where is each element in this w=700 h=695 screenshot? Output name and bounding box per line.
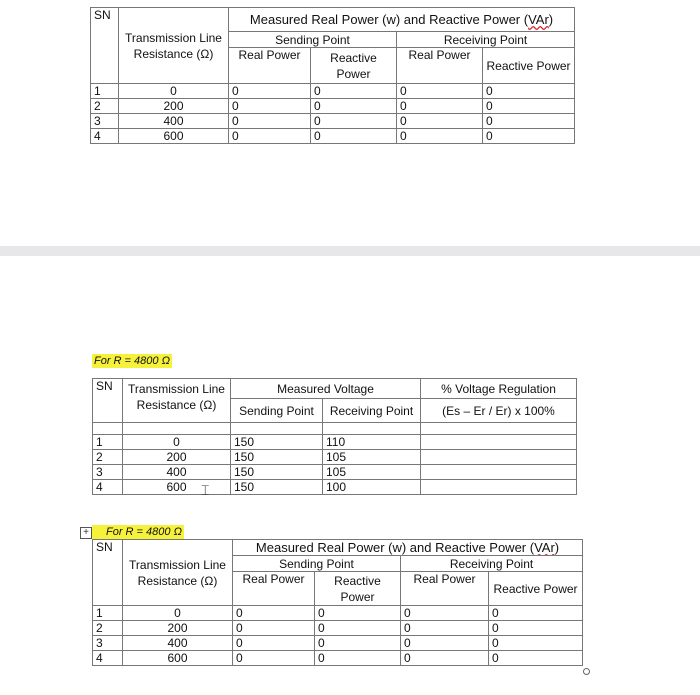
value-cell: 0 [229, 114, 311, 129]
value-cell: 0 [233, 651, 315, 666]
receiving-voltage-cell: 110 [323, 435, 421, 450]
table-row [93, 621, 583, 636]
receiving-real-header: Real Power [397, 48, 483, 84]
value-cell: 0 [233, 636, 315, 651]
value-cell: 0 [315, 636, 401, 651]
sn-header: SN [93, 379, 123, 423]
text-cursor-icon: ⌶ [201, 482, 210, 498]
sending-voltage-cell: 150 [231, 480, 323, 495]
value-cell: 0 [483, 129, 575, 144]
receiving-voltage-cell: 105 [323, 450, 421, 465]
value-cell: 0 [401, 636, 489, 651]
sn-cell: 4 [93, 651, 123, 666]
resistance-cell: 0 [123, 435, 231, 450]
value-cell: 0 [483, 114, 575, 129]
sn-cell: 1 [93, 435, 123, 450]
value-cell: 0 [311, 99, 397, 114]
regulation-cell[interactable] [421, 480, 577, 495]
sn-cell: 4 [91, 129, 119, 144]
resistance-cell: 0 [119, 84, 229, 99]
resistance-cell: 600 [119, 129, 229, 144]
value-cell: 0 [315, 606, 401, 621]
receiving-voltage-cell: 100 [323, 480, 421, 495]
value-cell: 0 [489, 621, 583, 636]
receiving-reactive-header: Reactive Power [483, 48, 575, 84]
table-row [93, 480, 577, 495]
measured-power-header: Measured Real Power (w) and Reactive Power (VAr) [229, 8, 575, 32]
receiving-reactive-header: Reactive Power [489, 572, 583, 606]
value-cell: 0 [489, 606, 583, 621]
resistance-cell: 400 [119, 114, 229, 129]
resistance-cell: 600 [123, 480, 231, 495]
sending-point-header: Sending Point [229, 32, 397, 48]
resistance-cell: 400 [123, 465, 231, 480]
resistance-header: Transmission Line Resistance (Ω) [123, 379, 231, 423]
table-row [93, 636, 583, 651]
resistance-label: For R = 4800 Ω [94, 355, 170, 367]
page-sheet-top [0, 0, 700, 246]
sn-cell: 3 [91, 114, 119, 129]
table-move-handle-icon[interactable]: + [80, 527, 92, 539]
value-cell: 0 [311, 114, 397, 129]
sending-voltage-cell: 150 [231, 435, 323, 450]
sending-reactive-header: Reactive Power [315, 572, 401, 606]
table-row [91, 84, 575, 99]
value-cell: 0 [489, 636, 583, 651]
sn-cell: 2 [93, 450, 123, 465]
sending-voltage-cell: 150 [231, 465, 323, 480]
sending-point-header: Sending Point [231, 399, 323, 423]
resistance-header: Transmission Line Resistance (Ω) [123, 540, 233, 606]
sn-cell: 3 [93, 636, 123, 651]
table-row [93, 651, 583, 666]
value-cell: 0 [397, 84, 483, 99]
resistance-header: Transmission Line Resistance (Ω) [119, 8, 229, 84]
value-cell: 0 [483, 84, 575, 99]
resistance-cell: 600 [123, 651, 233, 666]
value-cell: 0 [311, 129, 397, 144]
value-cell: 0 [489, 651, 583, 666]
resistance-cell: 0 [123, 606, 233, 621]
table-resize-handle[interactable] [583, 668, 590, 675]
receiving-voltage-cell: 105 [323, 465, 421, 480]
resistance-cell: 200 [119, 99, 229, 114]
table-row [91, 114, 575, 129]
sn-cell: 3 [93, 465, 123, 480]
sending-real-header: Real Power [229, 48, 311, 84]
receiving-point-header: Receiving Point [397, 32, 575, 48]
receiving-point-header: Receiving Point [323, 399, 421, 423]
value-cell: 0 [229, 129, 311, 144]
value-cell: 0 [233, 621, 315, 636]
sn-cell: 1 [93, 606, 123, 621]
table-row [91, 99, 575, 114]
regulation-cell[interactable] [421, 435, 577, 450]
value-cell: 0 [315, 651, 401, 666]
value-cell: 0 [229, 99, 311, 114]
table-row [93, 606, 583, 621]
sn-header: SN [91, 8, 119, 84]
regulation-cell[interactable] [421, 450, 577, 465]
resistance-cell: 200 [123, 621, 233, 636]
power-table-bottom [92, 539, 583, 666]
table-row [93, 450, 577, 465]
regulation-formula: (Es – Er / Er) x 100% [421, 399, 577, 423]
measured-power-header: Measured Real Power (w) and Reactive Power (VAr) [233, 540, 583, 556]
table-row [93, 435, 577, 450]
regulation-cell[interactable] [421, 465, 577, 480]
voltage-table [92, 378, 577, 495]
value-cell: 0 [397, 99, 483, 114]
sn-cell: 2 [93, 621, 123, 636]
sending-reactive-header: Reactive Power [311, 48, 397, 84]
value-cell: 0 [397, 129, 483, 144]
sn-cell: 1 [91, 84, 119, 99]
value-cell: 0 [397, 114, 483, 129]
sending-point-header: Sending Point [233, 556, 401, 572]
value-cell: 0 [315, 621, 401, 636]
value-cell: 0 [233, 606, 315, 621]
resistance-cell: 200 [123, 450, 231, 465]
sending-voltage-cell: 150 [231, 450, 323, 465]
sending-real-header: Real Power [233, 572, 315, 606]
value-cell: 0 [483, 99, 575, 114]
resistance-cell: 400 [123, 636, 233, 651]
resistance-label: For R = 4800 Ω [92, 525, 184, 539]
power-table-top [90, 7, 575, 144]
sn-header: SN [93, 540, 123, 606]
receiving-real-header: Real Power [401, 572, 489, 606]
table-row [91, 129, 575, 144]
sn-cell: 4 [93, 480, 123, 495]
table-row [93, 465, 577, 480]
sn-cell: 2 [91, 99, 119, 114]
value-cell: 0 [401, 651, 489, 666]
measured-voltage-header: Measured Voltage [231, 379, 421, 399]
value-cell: 0 [229, 84, 311, 99]
value-cell: 0 [311, 84, 397, 99]
value-cell: 0 [401, 621, 489, 636]
voltage-regulation-header: % Voltage Regulation [421, 379, 577, 399]
receiving-point-header: Receiving Point [401, 556, 583, 572]
value-cell: 0 [401, 606, 489, 621]
